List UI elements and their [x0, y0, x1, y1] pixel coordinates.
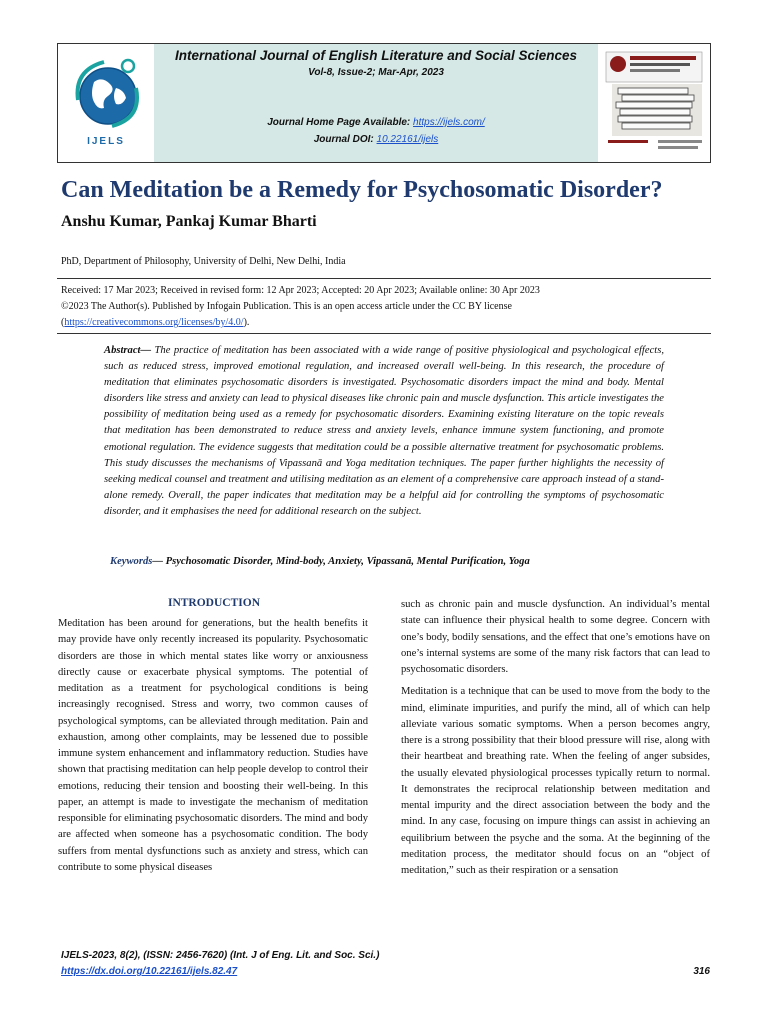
received-info: [61, 283, 711, 331]
abstract: [104, 343, 664, 520]
doi-label: Journal DOI:: [313, 134, 377, 145]
paper-affiliation: PhD, Department of Philosophy, University of Delhi, New Delhi, India: [61, 256, 346, 267]
intro-paragraph-2: such as chronic pain and muscle dysfunction. An individual’s mental state can influence their physical health to some degree. Concern with one’s body, bodily sensations, and the effect that one’s emotions have on one’s internal systems are some of the many risk factors that can lead to psychosomatic disorders.: [401, 599, 710, 675]
journal-doi: [154, 134, 598, 145]
logo-text: IJELS: [87, 136, 125, 147]
journal-cover-icon: [598, 44, 710, 162]
column-right: [401, 597, 710, 885]
intro-paragraph-3: Meditation is a technique that can be used to move from the body to the mind, eliminate impurities, and purify the mind, all of which can help alleviate various somatic symptoms. When a person becomes angry, there is a strong possibility that their blood pressure will rise, along with their heartbeat and breathing rate. When the feeling of anger subsides, the usually elevated physiological processes typically return to normal. It demonstrates the reciprocal relationship between meditation and mental impurity and the direct association between the body and the mind. In any case, focusing on impure things can assist in achieving an equilibrium between the psyche and the soma. At the beginning of the meditation process, the meditator should focus on an “object of meditation,” such as their respiration or a sensation: [401, 686, 710, 876]
journal-logo: [58, 44, 154, 162]
journal-home: [154, 117, 598, 128]
section-title-introduction: INTRODUCTION: [167, 597, 260, 609]
journal-header: [57, 43, 711, 163]
journal-cover-image: [598, 44, 710, 162]
journal-issue: Vol-8, Issue-2; Mar-Apr, 2023: [308, 67, 444, 78]
doi-link[interactable]: 10.22161/ijels: [376, 134, 439, 145]
home-label: Journal Home Page Available:: [267, 117, 414, 128]
license-link[interactable]: https://creativecommons.org/licenses/by/4.0/: [64, 317, 244, 328]
paper-authors: Anshu Kumar, Pankaj Kumar Bharti: [61, 213, 317, 230]
footer-doi-link[interactable]: https://dx.doi.org/10.22161/ijels.82.47: [61, 966, 238, 977]
license-link-line: [61, 315, 711, 331]
license-close: ).: [243, 317, 250, 328]
page-number: 316: [693, 966, 710, 977]
footer-doi: [61, 966, 237, 977]
keywords: [110, 556, 530, 567]
abstract-label: Abstract—: [104, 345, 152, 356]
paper-title: Can Meditation be a Remedy for Psychosomatic Disorder?: [61, 177, 663, 203]
license-open: (: [61, 317, 65, 328]
divider-bottom: [57, 333, 711, 334]
divider-top: [57, 278, 711, 279]
keywords-text: — Psychosomatic Disorder, Mind-body, Anxiety, Vipassanā, Mental Purification, Yoga: [152, 556, 530, 567]
abstract-text: The practice of meditation has been associated with a wide range of positive physiological and psychological effects, such as reduced stress, improved emotional regulation, and increased overall well-being. In this research, the procedure of meditation that eliminates psychosomatic disorders is investigated. Psychosomatic disorders impact the mind and body. Mental disorders like stress and anxiety can lead to physical diseases like chronic pain and muscle dysfunction. This article investigates the possibility of meditation being used as a remedy for psychosomatic disorders. Examining existing literature on the topic reveals that meditation has been demonstrated to reduce stress and anxiety levels, enhance immune system functioning, and promote emotional regulation. The evidence suggests that meditation could be a possible alternative treatment for psychosomatic problems. This study discusses the mechanisms of Vipassanā and Yoga meditation techniques. The paper further highlights the necessity of seeking medical counsel and treatment and utilising meditation as an element of a comprehensive care approach instead of a stand-alone remedy. Overall, the paper indicates that meditation may be a helpful aid for controlling the symptoms of psychosomatic disorder, and it emphasises the need for additional research on the subject.: [104, 345, 664, 517]
footer-citation: IJELS-2023, 8(2), (ISSN: 2456-7620) (Int. J of Eng. Lit. and Soc. Sci.): [61, 950, 380, 961]
received-dates: Received: 17 Mar 2023; Received in revised form: 12 Apr 2023; Accepted: 20 Apr 2023; Available online: 30 Apr 2023: [61, 285, 540, 296]
journal-title: International Journal of English Literature and Social Sciences: [174, 48, 578, 63]
license-text: ©2023 The Author(s). Published by Infogain Publication. This is an open access article under the CC BY license: [61, 301, 512, 312]
home-link[interactable]: https://ijels.com/: [413, 117, 485, 128]
keywords-label: Keywords: [110, 556, 153, 567]
column-left: [58, 616, 368, 882]
globe-logo-icon: [58, 44, 154, 136]
intro-paragraph-1: Meditation has been around for generations, but the health benefits it may provide have only recently increased its popularity. Psychosomatic disorders are those in which mental states like worry or anxiousness directly cause or exacerbate physical symptoms. The potential of meditation as a treatment for psychological conditions is being increasingly recognised. Stress and worry, two common causes of psychological symptoms, can be alleviated through meditation. Pain and exhaustion, among other complaints, may be lessened due to possible immune system enhancement and inflammatory reduction. Studies have shown that practising meditation can help people develop to control their emotions, reducing their tension and boosting their well-being. In this paper, an attempt is made to investigate the mechanism of meditation responsible for eliminating psychosomatic disorders. The mind and body are affected when someone has a psychosomatic condition. The body suffers from mental dysfunctions such as anxiety and stress, which can contribute to some physical diseases: [58, 618, 368, 873]
journal-info-band: [154, 44, 598, 162]
